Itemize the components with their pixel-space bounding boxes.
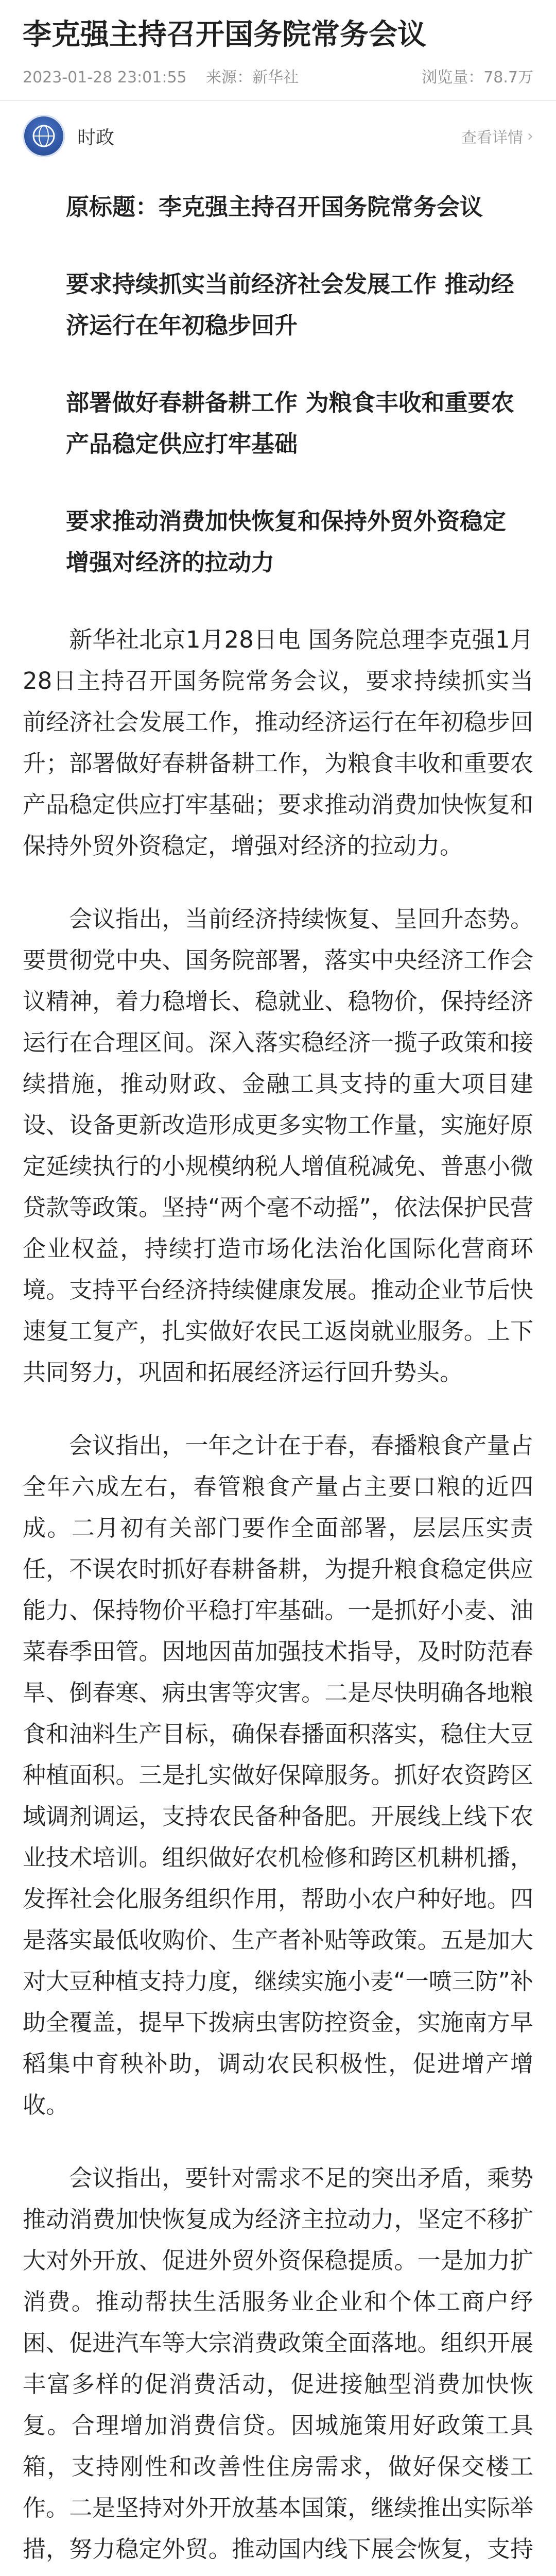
paragraph-1: 新华社北京1月28日电 国务院总理李克强1月28日主持召开国务院常务会议，要求持续抓实当前经济社会发展工作，推动经济运行在年初稳步回升；部署做好春耕备耕工作，为粮食丰收和重要农产品稳定供应打牢基础；要求推动消费加快恢复和保持外贸外资稳定，增强对经济的拉动力。 [23,626,533,859]
article-body [0,171,556,2576]
article-meta [0,56,556,89]
globe-icon [31,123,57,149]
meta-left [23,64,313,87]
headline-sub-3: 要求推动消费加快恢复和保持外贸外资稳定 增强对经济的拉动力 [66,507,507,576]
view-details-link[interactable] [461,125,533,147]
view-details-label[interactable]: 查看详情 [461,129,523,147]
article-title: 李克强主持召开国务院常务会议 [23,18,426,52]
headline-sub-1: 要求持续抓实当前经济社会发展工作 推动经济运行在年初稳步回升 [66,270,514,339]
paragraph-2: 会议指出，当前经济持续恢复、呈回升态势。要贯彻党中央、国务院部署，落实中央经济工作会议精神，着力稳增长、稳就业、稳物价，保持经济运行在合理区间。深入落实稳经济一揽子政策和接续措施，推动财政、金融工具支持的重大项目建设、设备更新改造形成更多实物工作量，实施好原定延续执行的小规模纳税人增值税减免、普惠小微贷款等政策。坚持“两个毫不动摇”，依法保护民营企业权益，持续打造市场化法治化国际化营商环境。支持平台经济持续健康发展。推动企业节后快速复工复产，扎实做好农民工返岗就业服务。上下共同努力，巩固和拓展经济运行回升势头。 [23,905,533,1386]
chevron-right-icon[interactable]: › [527,127,533,145]
channel-avatar-icon[interactable] [23,115,65,157]
publish-time: 2023-01-28 23:01:55 [23,69,187,87]
channel-info[interactable] [23,115,114,157]
channel-name[interactable]: 时政 [77,127,115,148]
source-line: 来源：新华社 [206,69,299,87]
headline-sub-2: 部署做好春耕备耕工作 为粮食丰收和重要农产品稳定供应打牢基础 [66,389,514,457]
view-count: 浏览量：78.7万 [422,69,533,87]
paragraph-3: 会议指出，一年之计在于春，春播粮食产量占全年六成左右，春管粮食产量占主要口粮的近四成。二月初有关部门要作全面部署，层层压实责任，不误农时抓好春耕备耕，为提升粮食稳定供应能力、保持物价平稳打牢基础。一是抓好小麦、油菜春季田管。因地因苗加强技术指导，及时防范春旱、倒春寒、病虫害等灾害。二是尽快明确各地粮食和油料生产目标，确保春播面积落实，稳住大豆种植面积。三是扎实做好保障服务。抓好农资跨区域调剂调运，支持农民备种备肥。开展线上线下农业技术培训。组织做好农机检修和跨区机耕机播，发挥社会化服务组织作用，帮助小农户种好地。四是落实最低收购价、生产者补贴等政策。五是加大对大豆种植支持力度，继续实施小麦“一喷三防”补助全覆盖，提早下拨病虫害防控资金，实施南方早稻集中育秧补助，调动农民积极性，促进增产增收。 [23,1432,533,2119]
channel-bar[interactable] [0,101,556,171]
paragraph-4: 会议指出，要针对需求不足的突出矛盾，乘势推动消费加快恢复成为经济主拉动力，坚定不移扩大对外开放、促进外贸外资保稳提质。一是加力扩消费。推动帮扶生活服务业企业和个体工商户纾困、促进汽车等大宗消费政策全面落地。组织开展丰富多样的促消费活动，促进接触型消费加快恢复。合理增加消费信贷。因城施策用好政策工具箱，支持刚性和改善性住房需求，做好保交楼工作。二是坚持对外开放基本国策，继续推出实际举措，努力稳定外贸。推动国内线下展会恢复，支持 [23,2164,533,2563]
headline-original: 原标题：李克强主持召开国务院常务会议 [66,193,483,221]
